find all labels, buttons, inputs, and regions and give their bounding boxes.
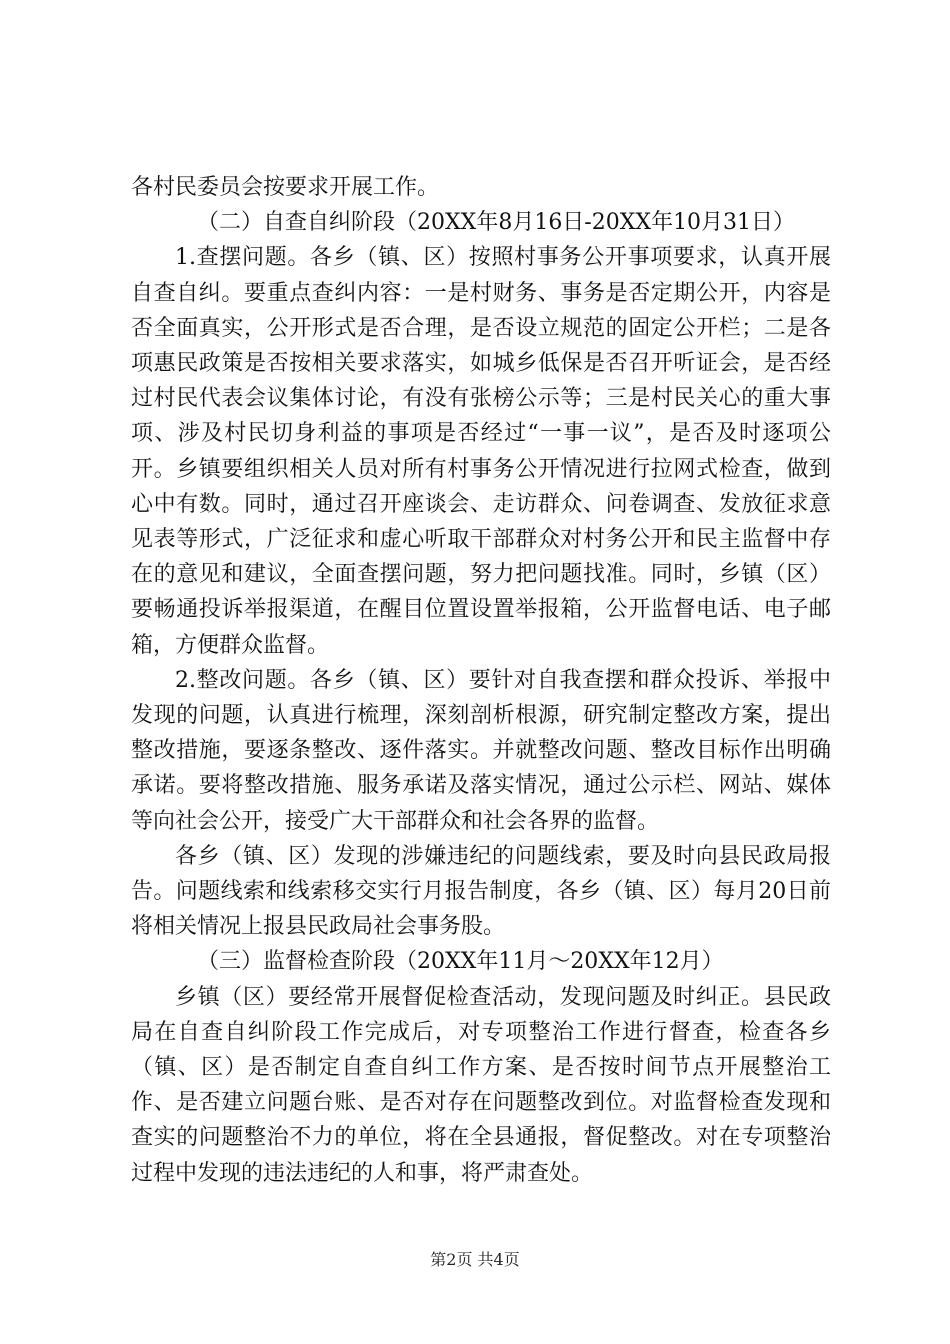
paragraph-continuation: 各村民委员会按要求开展工作。 — [131, 175, 440, 200]
section-heading-self-check: （二）自查自纠阶段（20XX年8月16日-20XX年10月31日） — [197, 210, 796, 236]
document-body — [131, 170, 831, 1191]
section-heading-supervision: （三）监督检查阶段（20XX年11月～20XX年12月） — [197, 949, 724, 975]
paragraph-find-problems: 1.查摆问题。各乡（镇、区）按照村事务公开事项要求，认真开展自查自纠。要重点查纠内容：一是村财务、事务是否定期公开，内容是否全面真实，公开形式是否合理，是否设立规范的固定公开栏；二是各项惠民政策是否按相关要求落实，如城乡低保是否召开听证会，是否经过村民代表会议集体讨论，有没有张榜公示等；三是村民关心的重大事项、涉及村民切身利益的事项是否经过“一事一议”，是否及时逐项公开。乡镇要组织相关人员对所有村事务公开情况进行拉网式检查，做到心中有数。同时，通过召开座谈会、走访群众、问卷调查、发放征求意见表等形式，广泛征求和虚心听取干部群众对村务公开和民主监督中存在的意见和建议，全面查摆问题，努力把问题找准。同时，乡镇（区）要畅通投诉举报渠道，在醒目位置设置举报箱，公开监督电话、电子邮箱，方便群众监督。 — [131, 245, 831, 658]
paragraph-supervision: 乡镇（区）要经常开展督促检查活动，发现问题及时纠正。县民政局在自查自纠阶段工作完成后，对专项整治工作进行督查，检查各乡（镇、区）是否制定自查自纠工作方案、是否按时间节点开展整治工作、是否建立问题台账、是否对存在问题整改到位。对监督检查发现和查实的问题整治不力的单位，将在全县通报，督促整改。对在专项整治过程中发现的违法违纪的人和事，将严肃查处。 — [131, 984, 831, 1186]
paragraph-report-clues: 各乡（镇、区）发现的涉嫌违纪的问题线索，要及时向县民政局报告。问题线索和线索移交实行月报告制度，各乡（镇、区）每月20日前将相关情况上报县民政局社会事务股。 — [131, 843, 831, 940]
page-footer: 第2页 共4页 — [430, 1250, 520, 1269]
paragraph-rectify-problems: 2.整改问题。各乡（镇、区）要针对自我查摆和群众投诉、举报中发现的问题，认真进行梳理，深刻剖析根源，研究制定整改方案，提出整改措施，要逐条整改、逐件落实。并就整改问题、整改目标作出明确承诺。要将整改措施、服务承诺及落实情况，通过公示栏、网站、媒体等向社会公开，接受广大干部群众和社会各界的监督。 — [131, 667, 831, 834]
